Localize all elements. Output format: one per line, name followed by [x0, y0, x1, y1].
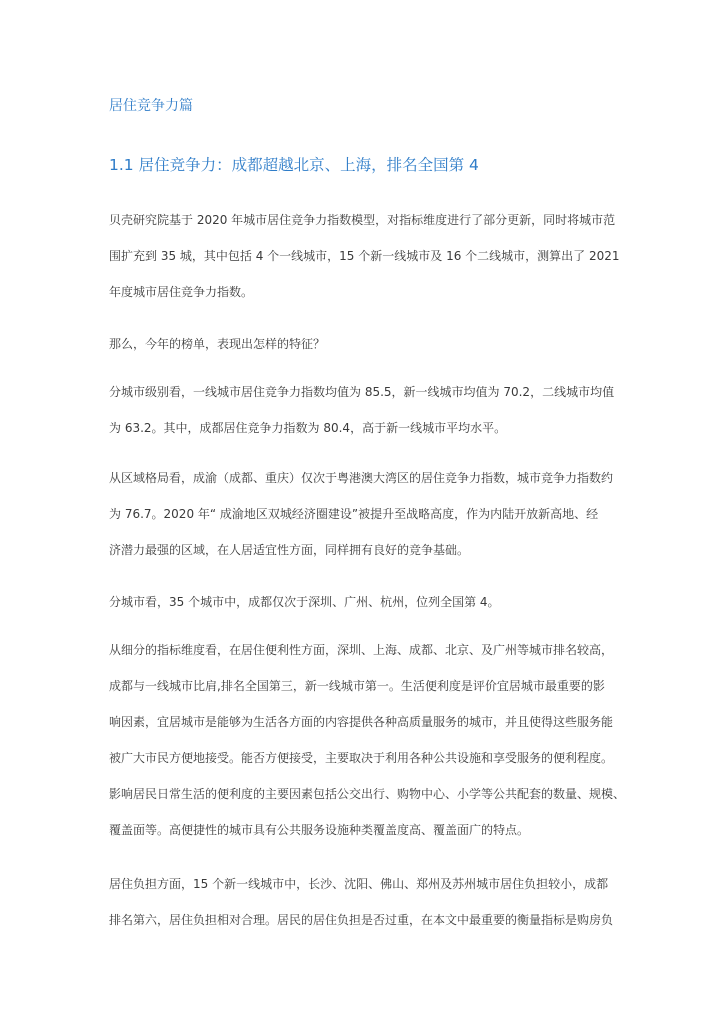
paragraph-regional [109, 460, 617, 568]
paragraph-line: 从细分的指标维度看，在居住便利性方面，深圳、上海、成都、北京、及广州等城市排名较高， [109, 643, 614, 657]
paragraph-line: 响因素，宜居城市是能够为生活各方面的内容提供各种高质量服务的城市，并且使得这些服务能 [109, 715, 614, 729]
paragraph-line: 年度城市居住竞争力指数。 [109, 285, 254, 299]
paragraph-line: 贝壳研究院基于 2020 年城市居住竞争力指数模型，对指标维度进行了部分更新，同时将城市范 [109, 213, 616, 227]
paragraph-line: 居住负担方面，15 个新一线城市中，长沙、沈阳、佛山、郑州及苏州城市居住负担较小，成都 [109, 877, 609, 891]
paragraph-line: 覆盖面等。高便捷性的城市具有公共服务设施种类覆盖度高、覆盖面广的特点。 [109, 823, 530, 837]
paragraph-line: 成都与一线城市比肩,排名全国第三，新一线城市第一。生活便利度是评价宜居城市最重要的影 [109, 679, 605, 693]
paragraph-line: 为 63.2。其中，成都居住竞争力指数为 80.4，高于新一线城市平均水平。 [109, 421, 507, 435]
paragraph-line: 为 76.7。2020 年“ 成渝地区双城经济圈建设”被提升至战略高度，作为内陆开放新高地、经 [109, 507, 599, 521]
paragraph-city-level [109, 374, 617, 446]
paragraph-line: 分城市看，35 个城市中，成都仅次于深圳、广州、杭州，位列全国第 4。 [109, 595, 500, 609]
paragraph-line: 济潜力最强的区域，在人居适宜性方面，同样拥有良好的竞争基础。 [109, 543, 470, 557]
paragraph-convenience [109, 632, 626, 848]
paragraph-line: 分城市级别看，一线城市居住竞争力指数均值为 85.5，新一线城市均值为 70.2，二线城市均值 [109, 385, 615, 399]
paragraph-line: 围扩充到 35 城，其中包括 4 个一线城市，15 个新一线城市及 16 个二线城市，测算出了 2021 [109, 249, 620, 263]
paragraph-line: 影响居民日常生活的便利度的主要因素包括公交出行、购物中心、小学等公共配套的数量、规模、 [109, 787, 626, 801]
paragraph-line: 被广大市民方便地接受。能否方便接受，主要取决于利用各种公共设施和享受服务的便利程度。 [109, 751, 614, 765]
paragraph-line: 从区域格局看，成渝（成都、重庆）仅次于粤港澳大湾区的居住竞争力指数，城市竞争力指数约 [109, 471, 614, 485]
paragraph-line: 排名第六，居住负担相对合理。居民的居住负担是否过重，在本文中最重要的衡量指标是购房负 [109, 913, 614, 927]
paragraph-question [109, 326, 617, 362]
paragraph-city-rank [109, 584, 617, 620]
paragraph-burden [109, 866, 617, 938]
paragraph-line: 那么，今年的榜单，表现出怎样的特征？ [109, 337, 326, 351]
paragraph-intro [109, 202, 620, 310]
section-heading: 1.1 居住竞争力：成都超越北京、上海，排名全国第 4 [109, 156, 479, 174]
section-label: 居住竞争力篇 [109, 98, 193, 114]
